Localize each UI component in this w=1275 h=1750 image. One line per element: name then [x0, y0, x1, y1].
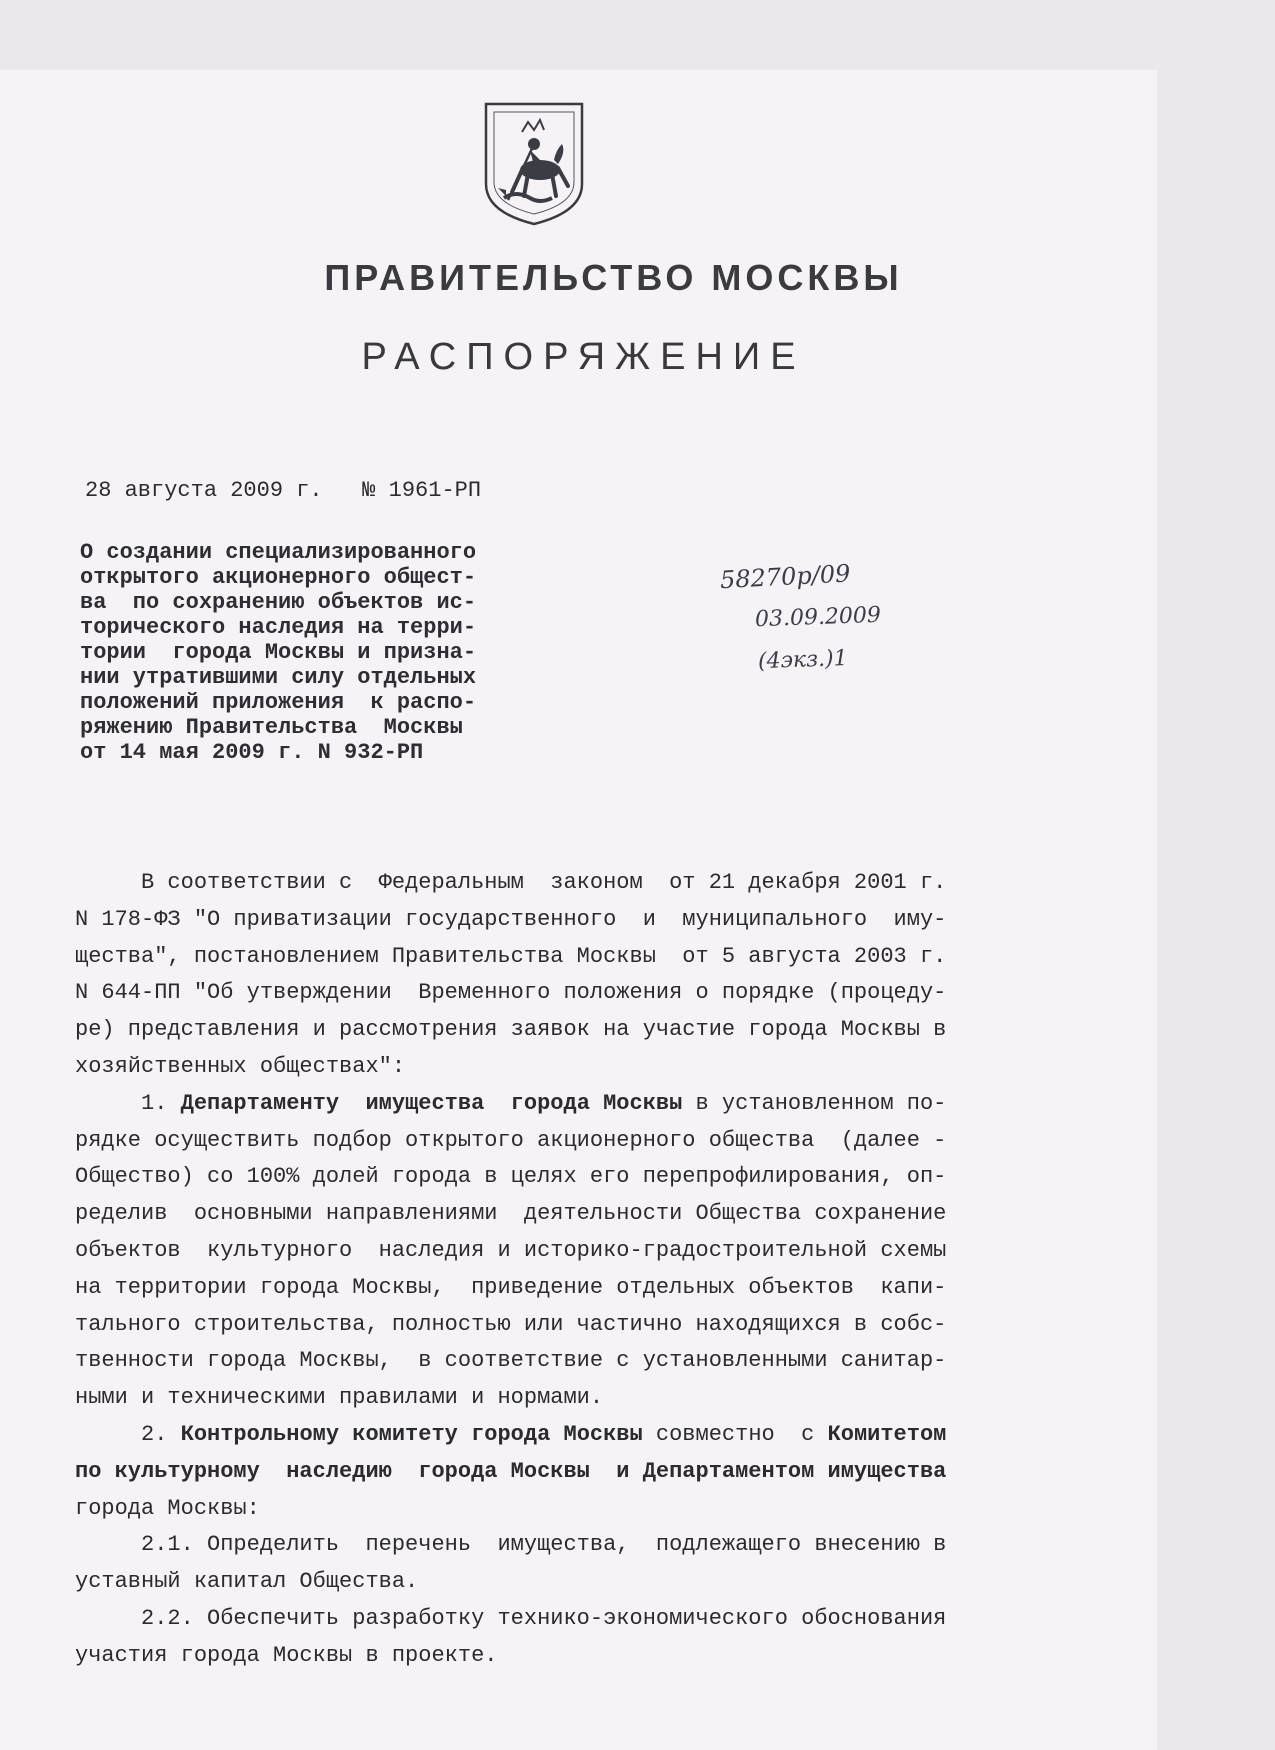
- handwritten-copies-note: (4экз.)1: [757, 646, 849, 675]
- clause-1-first-line: [75, 1086, 1005, 1123]
- clause-addressee: Департаменту имущества города Москвы: [180, 1090, 683, 1116]
- clause-addressee: Контрольному комитету города Москвы: [180, 1421, 643, 1447]
- handwritten-registration-note: [720, 555, 881, 681]
- clause-addressee: Комитетом: [827, 1421, 947, 1447]
- body-line: города Москвы:: [75, 1495, 260, 1521]
- body-line: по культурному наследию города Москвы и Департаментом имущества: [75, 1458, 947, 1484]
- subject-line: тории города Москвы и призна-: [80, 640, 477, 665]
- body-line: на территории города Москвы, приведение отдельных объектов капи-: [75, 1274, 947, 1300]
- government-title: ПРАВИТЕЛЬСТВО МОСКВЫ: [324, 257, 903, 298]
- body-line: N 644-ПП "Об утверждении Временного положения о порядке (процеду-: [75, 980, 947, 1006]
- moscow-coat-of-arms-icon: [482, 100, 586, 228]
- body-line: 2.2. Обеспечить разработку технико-экономического обоснования: [75, 1605, 947, 1631]
- document-body: [75, 865, 1005, 1675]
- clause-number: 2.: [75, 1421, 181, 1447]
- body-line: Общество) со 100% долей города в целях его перепрофилирования, оп-: [75, 1164, 947, 1190]
- document-type-title: РАСПОРЯЖЕНИЕ: [361, 336, 806, 378]
- clause-text: совместно с: [642, 1421, 828, 1447]
- body-line: объектов культурного наследия и историко-градостроительной схемы: [75, 1237, 947, 1263]
- body-line: В соответствии с Федеральным законом от 21 декабря 2001 г.: [75, 870, 947, 895]
- clause-2-first-line: [75, 1417, 1005, 1454]
- body-line: 2.1. Определить перечень имущества, подлежащего внесению в: [75, 1532, 947, 1558]
- subject-line: от 14 мая 2009 г. N 932-РП: [80, 740, 424, 765]
- body-line: твенности города Москвы, в соответствие с установленными санитар-: [75, 1348, 947, 1374]
- body-line: ными и техническими правилами и нормами.: [75, 1385, 604, 1411]
- body-line: уставный капитал Общества.: [75, 1569, 419, 1595]
- subject-line: нии утратившими силу отдельных: [80, 665, 477, 690]
- handwritten-reg-number: 58270р/09: [719, 559, 852, 595]
- body-line: тального строительства, полностью или частично находящихся в собс-: [75, 1311, 947, 1337]
- clause-number: 1.: [75, 1090, 181, 1116]
- subject-line: торического наследия на терри-: [80, 615, 477, 640]
- body-line: ределив основными направлениями деятельности Общества сохранение: [75, 1201, 947, 1227]
- subject-line: ва по сохранению объектов ис-: [80, 590, 477, 615]
- body-line: рядке осуществить подбор открытого акционерного общества (далее -: [75, 1127, 947, 1153]
- clause-text: в установленном по-: [682, 1090, 947, 1116]
- body-line: ре) представления и рассмотрения заявок на участие города Москвы в: [75, 1017, 947, 1043]
- body-line: хозяйственных обществах":: [75, 1053, 406, 1079]
- document-date-number: 28 августа 2009 г. № 1961-РП: [85, 478, 482, 503]
- subject-line: ряжению Правительства Москвы: [80, 715, 463, 740]
- body-line: N 178-ФЗ "О приватизации государственного и муниципального иму-: [75, 906, 947, 932]
- body-line: щества", постановлением Правительства Москвы от 5 августа 2003 г.: [75, 943, 947, 969]
- handwritten-reg-date: 03.09.2009: [754, 602, 882, 633]
- document-subject: [80, 540, 520, 765]
- subject-line: положений приложения к распо-: [80, 690, 477, 715]
- body-line: участия города Москвы в проекте.: [75, 1642, 498, 1668]
- subject-line: О создании специализированного: [80, 540, 477, 565]
- subject-line: открытого акционерного общест-: [80, 565, 477, 590]
